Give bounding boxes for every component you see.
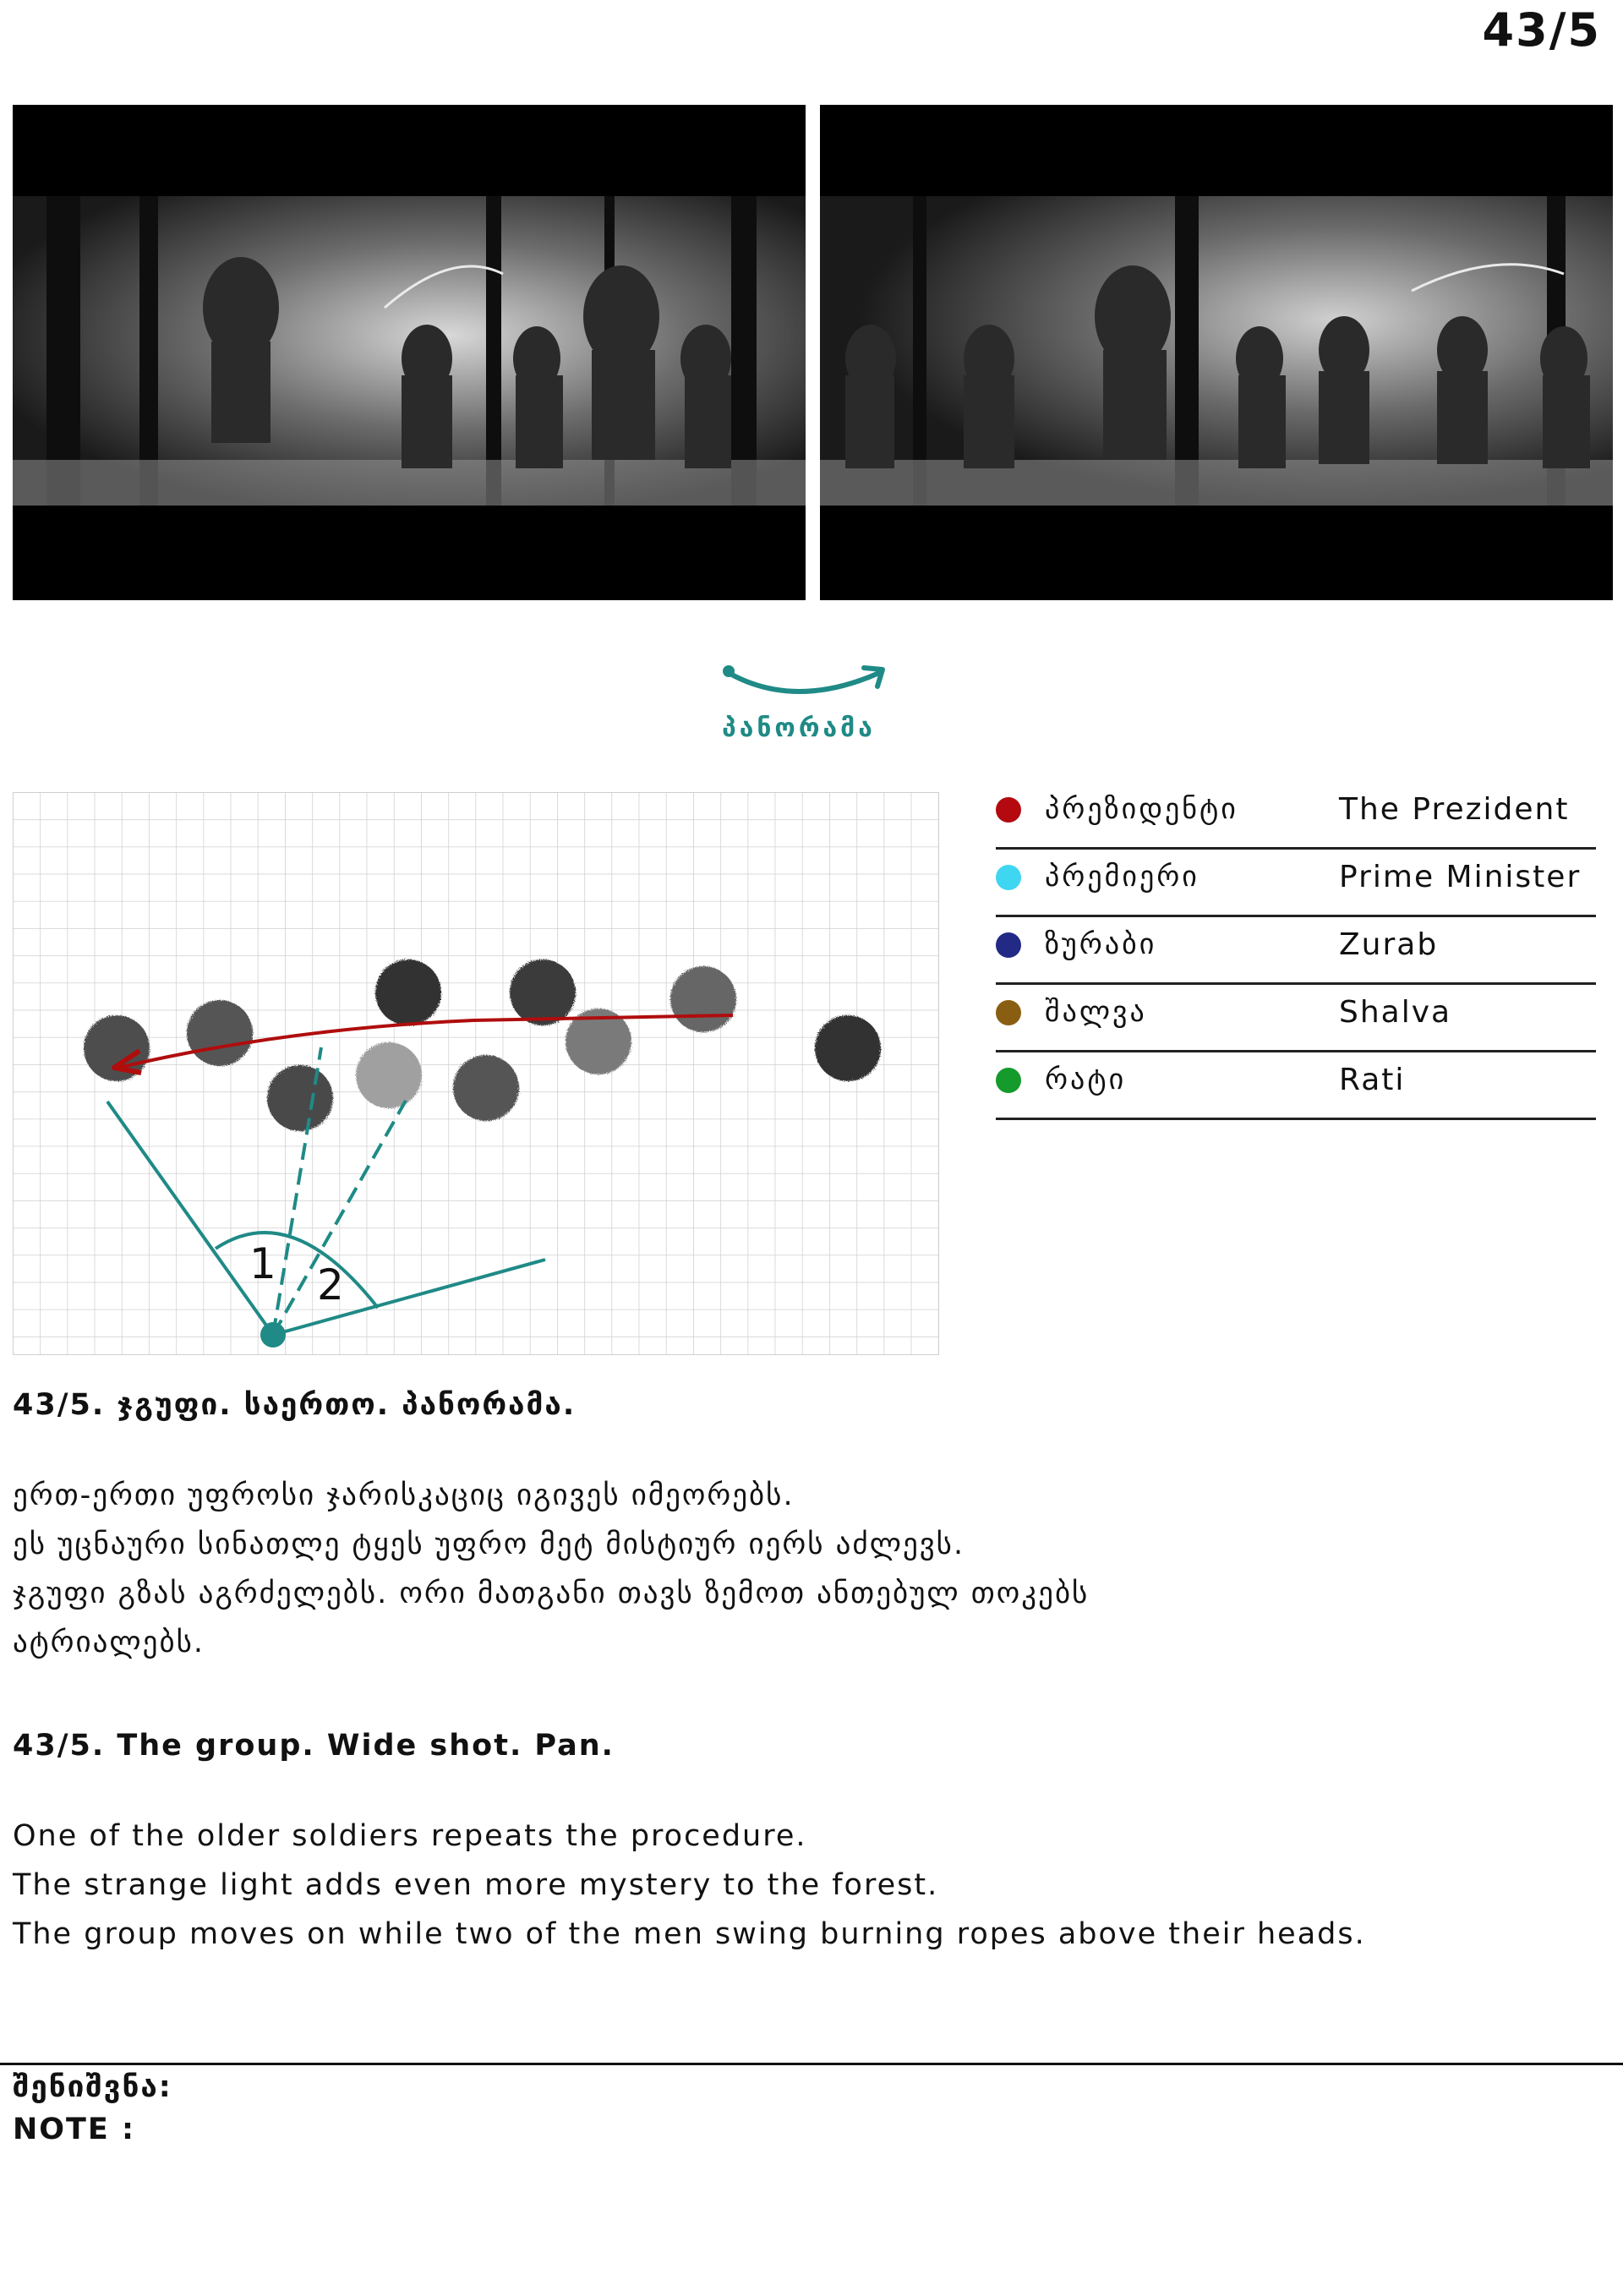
description-line: ატრიალებს.: [13, 1626, 205, 1659]
shot-title-en: 43/5. The group. Wide shot. Pan.: [13, 1729, 615, 1763]
description-line: ჯგუფი გზას აგრძელებს. ორი მათგანი თავს ზემოთ ანთებულ თოკებს: [13, 1577, 1090, 1610]
legend-color-dot: [996, 1068, 1021, 1093]
figure-mark: [453, 1055, 519, 1121]
note-label-ka: შენიშვნა:: [13, 2070, 172, 2104]
figure-mark: [815, 1015, 881, 1081]
legend-color-dot: [996, 797, 1021, 823]
figure-mark: [670, 966, 736, 1032]
description-line: ერთ-ერთი უფროსი ჯარისკაციც იგივეს იმეორებს.: [13, 1479, 795, 1512]
figure-mark: [356, 1042, 422, 1108]
storyboard-frame-1: [13, 105, 806, 600]
description-lines-en: [13, 1812, 1602, 1959]
shot-description-ka: [13, 1388, 1602, 1667]
pan-arrow-icon: [693, 649, 904, 708]
figure-mark: [510, 959, 576, 1025]
legend-label-ka: რატი: [1045, 1063, 1127, 1096]
legend-item: [996, 850, 1596, 917]
legend-label-ka: შალვა: [1045, 995, 1147, 1029]
description-line: The group moves on while two of the men swing burning ropes above their heads.: [13, 1917, 1366, 1951]
shot-title-ka: 43/5. ჯგუფი. საერთო. პანორამა.: [13, 1388, 577, 1422]
legend-label-en: Zurab: [1339, 927, 1439, 962]
legend-item: [996, 917, 1596, 985]
blocking-diagram: [13, 792, 939, 1355]
legend-label-en: Rati: [1339, 1063, 1406, 1097]
legend-label-ka: პრეზიდენტი: [1045, 792, 1238, 826]
pan-indicator: [693, 649, 904, 751]
storyboard-frame-2: [820, 105, 1613, 600]
legend-item: [996, 782, 1596, 850]
legend-color-dot: [996, 1000, 1021, 1025]
legend-label-ka: პრემიერი: [1045, 860, 1199, 894]
figure-mark: [267, 1065, 333, 1131]
note-section: [13, 2066, 172, 2151]
page-number: 43/5: [1482, 3, 1601, 57]
legend-label-en: Shalva: [1339, 995, 1452, 1030]
figure-mark: [187, 1000, 253, 1066]
pan-label: პანორამა: [722, 713, 876, 743]
camera-label-2: 2: [317, 1260, 344, 1309]
camera-position: [260, 1322, 286, 1348]
description-line: The strange light adds even more mystery to the forest.: [13, 1868, 939, 1902]
note-divider: [0, 2063, 1623, 2065]
legend-label-ka: ზურაბი: [1045, 927, 1157, 961]
legend-item: [996, 985, 1596, 1052]
camera-label-1: 1: [249, 1239, 276, 1288]
character-legend: [996, 782, 1596, 1120]
storyboard-sketch-2: [820, 105, 1613, 600]
legend-label-en: Prime Minister: [1339, 860, 1582, 894]
shot-description-en: [13, 1729, 1602, 1959]
legend-color-dot: [996, 865, 1021, 890]
legend-label-en: The Prezident: [1339, 792, 1570, 827]
figure-mark: [375, 959, 441, 1025]
legend-color-dot: [996, 932, 1021, 958]
description-line: ეს უცნაური სინათლე ტყეს უფრო მეტ მისტიურ იერს აძლევს.: [13, 1528, 965, 1561]
storyboard-sketch-1: [13, 105, 806, 600]
note-label-en: NOTE :: [13, 2113, 136, 2146]
legend-item: [996, 1052, 1596, 1120]
description-lines-ka: [13, 1471, 1602, 1667]
description-line: One of the older soldiers repeats the procedure.: [13, 1819, 807, 1853]
